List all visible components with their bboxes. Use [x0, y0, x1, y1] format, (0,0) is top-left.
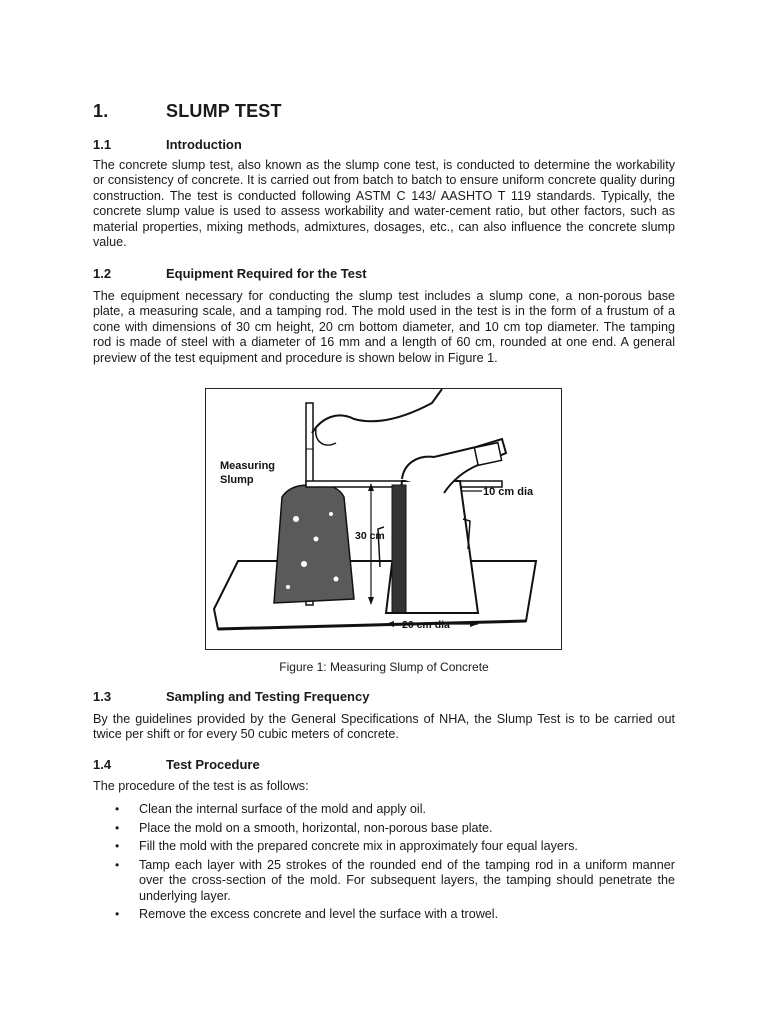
section-number: 1.: [93, 101, 109, 121]
label-slump: Slump: [220, 474, 254, 486]
hand-upper: [312, 389, 442, 433]
slump-illustration: [206, 389, 560, 648]
figure-caption: Figure 1: Measuring Slump of Concrete: [279, 660, 489, 674]
slump-test-figure: [205, 388, 562, 650]
slumped-concrete: [274, 485, 354, 603]
subheading-number: 1.2: [93, 266, 112, 281]
bullet-icon: •: [115, 907, 120, 922]
subheading-number: 1.1: [93, 137, 112, 152]
list-item-text: Fill the mold with the prepared concrete mix in approximately four equal layers.: [139, 839, 578, 854]
subheading-title: Test Procedure: [166, 757, 260, 772]
section-title: SLUMP TEST: [166, 101, 282, 121]
base-plate: [214, 561, 536, 629]
procedure-intro: The procedure of the test is as follows:: [93, 779, 309, 793]
procedure-list: [93, 802, 675, 926]
list-item: [93, 858, 675, 904]
label-bottom-dia: 20 cm dia: [402, 619, 450, 631]
list-item: [93, 907, 675, 922]
subheading-number: 1.3: [93, 689, 112, 704]
subheading-introduction: [93, 137, 242, 152]
label-height: 30 cm: [355, 530, 385, 542]
subheading-equipment: [93, 266, 367, 281]
label-top-dia-text: 10 cm dia: [483, 486, 534, 498]
list-item: [93, 839, 675, 854]
bullet-icon: •: [115, 820, 120, 835]
introduction-paragraph: The concrete slump test, also known as the slump cone test, is conducted to determine the workability or consistency of concrete. It is carried out from batch to batch to ensure uniform concrete quality during construction. The test is conducted following ASTM C 143/ AASHTO T 119 standards. Typically, the concrete slump value is used to assess workability and water-cement ratio, but other factors, such as material properties, mixing methods, admixtures, dosages, etc., can also influence the concrete slump value.: [93, 158, 675, 250]
list-item: [93, 802, 675, 817]
list-item-text: Place the mold on a smooth, horizontal, non-porous base plate.: [139, 820, 493, 835]
bullet-icon: •: [115, 839, 120, 854]
list-item: [93, 821, 675, 836]
sampling-paragraph: By the guidelines provided by the General Specifications of NHA, the Slump Test is to be carried out twice per shift or for every 50 cubic meters of concrete.: [93, 712, 675, 742]
subheading-title: Sampling and Testing Frequency: [166, 689, 370, 704]
cone-inner-shadow: [392, 485, 406, 613]
label-measuring: Measuring: [220, 460, 276, 472]
list-item-text: Tamp each layer with 25 strokes of the rounded end of the tamping rod in a uniform manner over the cross-section of the mold. For subsequent layers, the tamping should penetrate the underlying layer.: [139, 857, 675, 903]
bullet-icon: •: [115, 857, 120, 872]
subheading-procedure: [93, 757, 260, 772]
equipment-paragraph: The equipment necessary for conducting the slump test includes a slump cone, a non-porous base plate, a measuring scale, and a tamping rod. The mold used in the test is in the form of a frustum of a cone with dimensions of 30 cm height, 20 cm bottom diameter, and 10 cm top diameter. The tamping rod is made of steel with a diameter of 16 mm and a length of 60 cm, rounded at one end. A general preview of the test equipment and procedure is shown below in Figure 1.: [93, 289, 675, 365]
section-heading: [93, 101, 282, 122]
bullet-icon: •: [115, 802, 120, 816]
subheading-title: Equipment Required for the Test: [166, 266, 367, 281]
list-item-text: Remove the excess concrete and level the surface with a trowel.: [139, 907, 499, 922]
list-item-text: Clean the internal surface of the mold and apply oil.: [139, 802, 427, 816]
subheading-title: Introduction: [166, 137, 242, 152]
subheading-sampling: [93, 689, 369, 704]
subheading-number: 1.4: [93, 757, 112, 772]
